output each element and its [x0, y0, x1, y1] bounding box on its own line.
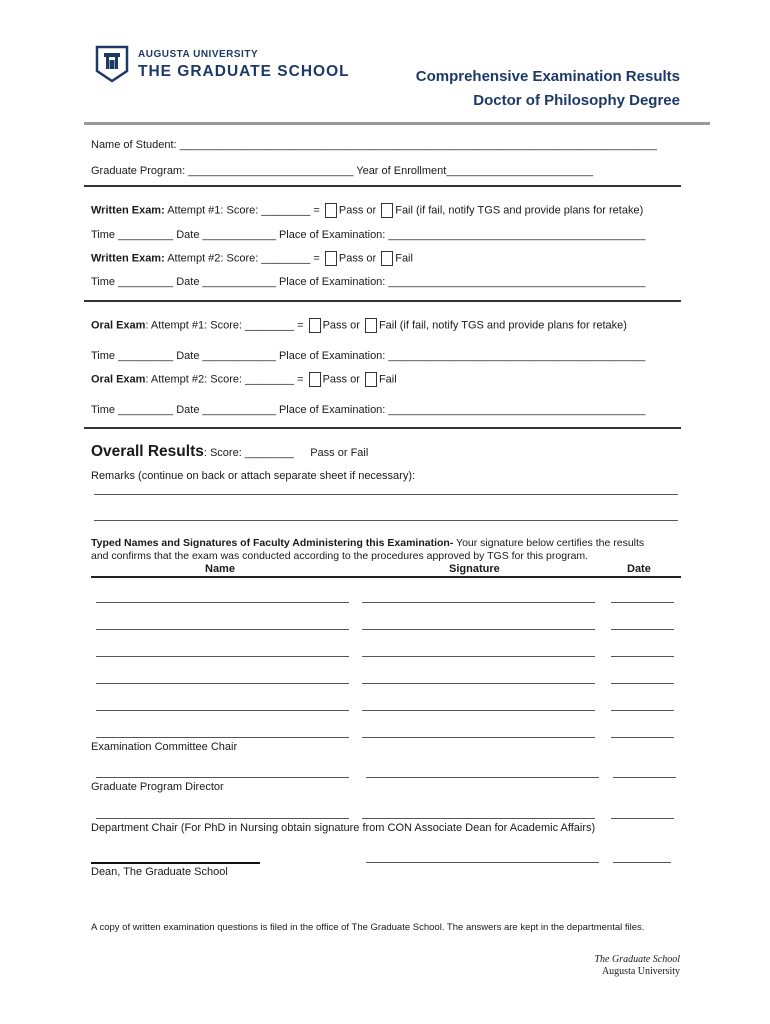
fail-checkbox[interactable]: [381, 251, 393, 266]
fail-label: Fail (if fail, notify TGS and provide plans for retake): [378, 319, 627, 332]
written-exam-2-time-row[interactable]: Time _________ Date ____________ Place of Examination: __________________________________________: [91, 276, 646, 288]
faculty-date-line[interactable]: [611, 683, 674, 684]
pass-checkbox[interactable]: [325, 251, 337, 266]
dept-chair-date-line[interactable]: [611, 818, 674, 819]
column-name-header: Name: [205, 563, 235, 575]
fail-label: Fail (if fail, notify TGS and provide plans for retake): [395, 204, 644, 217]
chair-signature-line[interactable]: [362, 737, 595, 738]
overall-results-heading: Overall Results: [91, 443, 204, 460]
header-divider: [84, 122, 710, 125]
overall-results-row: [91, 443, 368, 461]
written-exam-1-time-row[interactable]: Time _________ Date ____________ Place of Examination: __________________________________________: [91, 229, 646, 241]
pass-checkbox[interactable]: [325, 203, 337, 218]
student-name-field[interactable]: Name of Student: ______________________________________________________________________________: [91, 139, 657, 151]
pass-label: Pass or: [322, 373, 360, 386]
graduate-school-name: THE GRADUATE SCHOOL: [138, 63, 350, 80]
pass-label: Pass or: [322, 319, 360, 332]
section-divider: [84, 427, 681, 429]
logo-emblem-icon: [95, 45, 129, 83]
column-header-underline: [91, 576, 681, 578]
faculty-name-line[interactable]: [96, 629, 349, 630]
faculty-name-line[interactable]: [96, 710, 349, 711]
pass-label: Pass or: [338, 252, 377, 265]
form-title: Comprehensive Examination Results: [415, 68, 680, 85]
university-logo: [95, 45, 129, 83]
director-signature-line[interactable]: [366, 777, 599, 778]
attempt-score[interactable]: : Attempt #2: Score: ________ =: [145, 373, 304, 386]
attempt-score[interactable]: : Attempt #1: Score: ________ =: [145, 319, 304, 332]
faculty-signature-line[interactable]: [362, 656, 595, 657]
faculty-signature-line[interactable]: [362, 629, 595, 630]
faculty-heading-rest: Your signature below certifies the results: [453, 537, 645, 549]
written-exam-label: Written Exam:: [91, 204, 165, 217]
program-director-label: Graduate Program Director: [91, 781, 224, 793]
pass-label: Pass or: [338, 204, 377, 217]
pass-checkbox[interactable]: [309, 372, 321, 387]
section-divider: [84, 300, 681, 302]
committee-chair-label: Examination Committee Chair: [91, 741, 238, 753]
fail-checkbox[interactable]: [365, 372, 377, 387]
footer-signature-line2: Augusta University: [601, 966, 680, 977]
remarks-label: Remarks (continue on back or attach separate sheet if necessary):: [91, 470, 416, 482]
faculty-date-line[interactable]: [611, 629, 674, 630]
faculty-name-line[interactable]: [96, 656, 349, 657]
dean-date-line[interactable]: [613, 862, 671, 863]
faculty-date-line[interactable]: [611, 602, 674, 603]
oral-exam-1-row: [91, 318, 627, 333]
written-exam-label: Written Exam:: [91, 252, 165, 265]
chair-name-line[interactable]: [96, 737, 349, 738]
written-exam-1-row: [91, 203, 643, 218]
faculty-signature-line[interactable]: [362, 683, 595, 684]
dean-label: Dean, The Graduate School: [91, 866, 228, 878]
faculty-name-line[interactable]: [96, 683, 349, 684]
faculty-signature-line[interactable]: [362, 710, 595, 711]
graduate-program-field[interactable]: Graduate Program: ___________________________ Year of Enrollment________________________: [91, 165, 594, 177]
oral-exam-1-time-row[interactable]: Time _________ Date ____________ Place of Examination: __________________________________________: [91, 350, 646, 362]
faculty-heading-bold: Typed Names and Signatures of Faculty Administering this Examination-: [91, 537, 454, 549]
oral-exam-label: Oral Exam: [91, 373, 146, 386]
faculty-date-line[interactable]: [611, 656, 674, 657]
oral-exam-2-row: [91, 372, 397, 387]
oral-exam-label: Oral Exam: [91, 319, 146, 332]
remarks-line[interactable]: [94, 494, 678, 495]
faculty-certify-line: and confirms that the exam was conducted according to the procedures approved by TGS for this program.: [91, 550, 589, 562]
fail-checkbox[interactable]: [381, 203, 393, 218]
attempt-score[interactable]: Attempt #1: Score: ________ =: [164, 204, 320, 217]
faculty-name-line[interactable]: [96, 602, 349, 603]
dean-name-line[interactable]: [91, 862, 260, 864]
director-date-line[interactable]: [613, 777, 676, 778]
fail-checkbox[interactable]: [365, 318, 377, 333]
column-date-header: Date: [627, 563, 651, 575]
column-signature-header: Signature: [449, 563, 500, 575]
department-chair-label: Department Chair (For PhD in Nursing obtain signature from CON Associate Dean for Academic Affairs): [91, 822, 596, 834]
overall-pass-fail[interactable]: Pass or Fail: [310, 447, 369, 459]
form-subtitle: Doctor of Philosophy Degree: [473, 92, 680, 109]
footer-note: A copy of written examination questions is filed in the office of The Graduate School. The answers are kept in the departmental files.: [91, 922, 645, 933]
remarks-line[interactable]: [94, 520, 678, 521]
faculty-signature-line[interactable]: [362, 602, 595, 603]
dean-signature-line[interactable]: [366, 862, 599, 863]
university-name: AUGUSTA UNIVERSITY: [138, 49, 259, 60]
footer-signature-line1: The Graduate School: [594, 954, 680, 965]
oral-exam-2-time-row[interactable]: Time _________ Date ____________ Place of Examination: __________________________________________: [91, 404, 646, 416]
chair-date-line[interactable]: [611, 737, 674, 738]
section-divider: [84, 185, 681, 187]
fail-label: Fail: [378, 373, 397, 386]
faculty-heading: [91, 537, 644, 549]
dept-chair-signature-line[interactable]: [362, 818, 595, 819]
director-name-line[interactable]: [96, 777, 349, 778]
faculty-date-line[interactable]: [611, 710, 674, 711]
fail-label: Fail: [395, 252, 413, 265]
attempt-score[interactable]: Attempt #2: Score: ________ =: [164, 252, 320, 265]
pass-checkbox[interactable]: [309, 318, 321, 333]
overall-score-field[interactable]: : Score: ________: [203, 447, 294, 459]
written-exam-2-row: [91, 251, 413, 266]
dept-chair-name-line[interactable]: [96, 818, 349, 819]
